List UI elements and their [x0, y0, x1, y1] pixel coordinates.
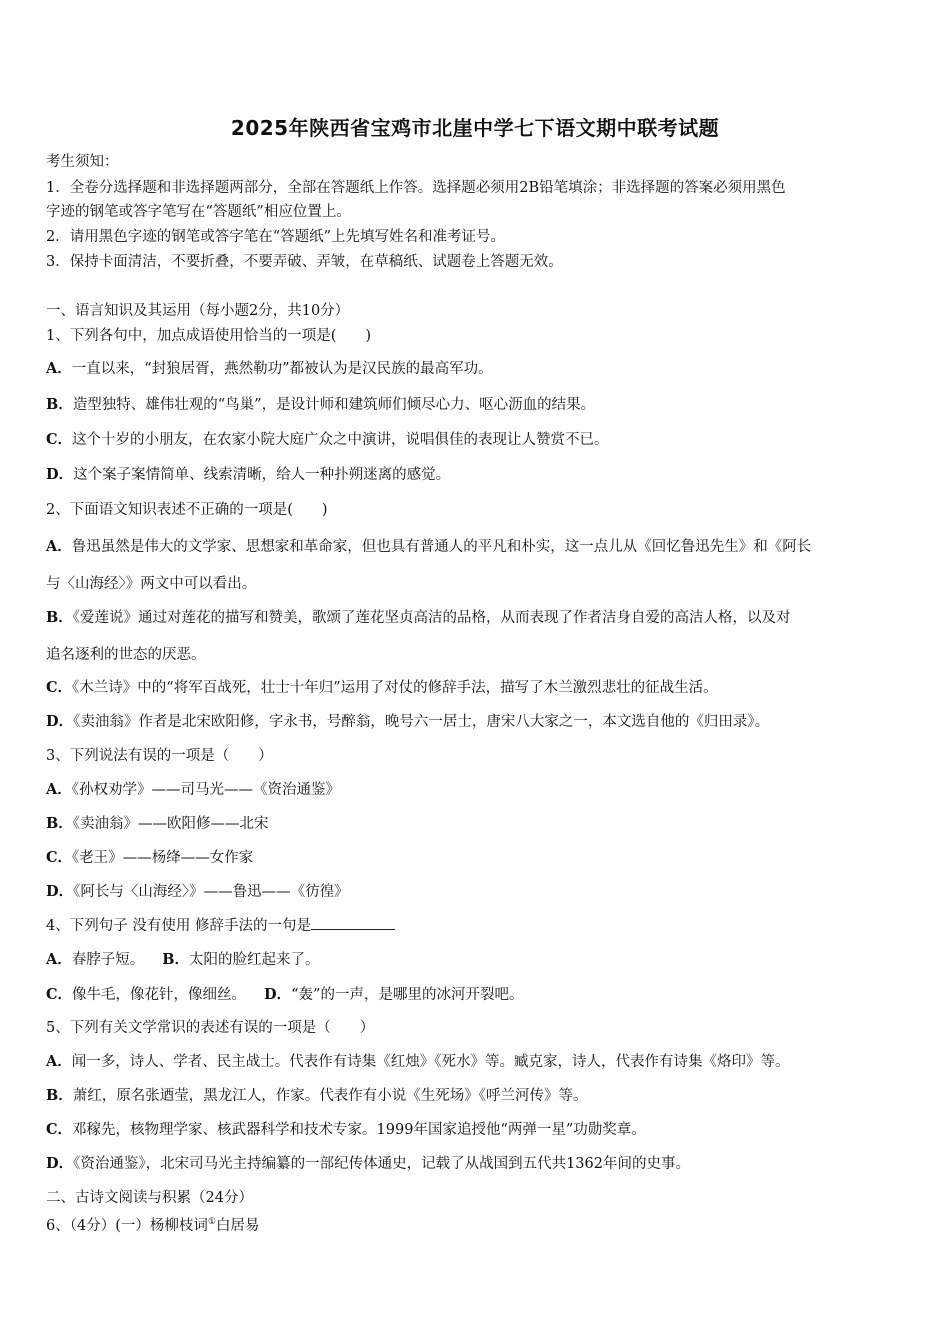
- option-text: 《卖油翁》作者是北宋欧阳修，字永书，号醉翁，晚号六一居士，唐宋八大家之一，本文选自他的《归田录》。: [73, 714, 770, 730]
- option-label: C．: [46, 849, 73, 866]
- notice-heading: 考生须知：: [46, 154, 119, 170]
- option-label: C．: [46, 1121, 73, 1138]
- notice-item-3: 3．保持卡面清洁，不要折叠，不要弄破、弄皱，在草稿纸、试题卷上答题无效。: [46, 254, 563, 270]
- option-label: B．: [46, 609, 73, 626]
- option-text: 萧红，原名张迺莹，黑龙江人，作家。代表作有小说《生死场》《呼兰河传》等。: [72, 1088, 588, 1104]
- q1-option-d: [46, 465, 916, 485]
- option-text: “轰”的一声，是哪里的冰河开裂吧。: [291, 987, 524, 1003]
- q3-option-a: [46, 780, 916, 800]
- notice-item-1: 1．全卷分选择题和非选择题两部分，全部在答题纸上作答。选择题必须用2B铅笔填涂；非选择题的答案必须用黑色: [46, 180, 786, 196]
- option-label: C．: [46, 986, 73, 1003]
- option-text: 《爱莲说》通过对莲花的描写和赞美，歌颂了莲花坚贞高洁的品格，从而表现了作者洁身自爱的高洁人格，以及对: [72, 610, 791, 626]
- option-label: B．: [46, 396, 73, 413]
- option-label: C．: [46, 679, 73, 696]
- q5-option-c: [46, 1120, 916, 1140]
- option-label: A．: [46, 360, 72, 377]
- q6-author: 白居易: [215, 1217, 260, 1234]
- q2-stem: 2、下面语文知识表述不正确的一项是( ): [46, 502, 328, 518]
- option-text: 一直以来，“封狼居胥，燕然勒功”都被认为是汉民族的最高军功。: [71, 361, 493, 377]
- option-text: 《孙权劝学》——司马光——《资治通鉴》: [71, 782, 341, 798]
- option-text: 邓稼先，核物理学家、核武器科学和技术专家。1999年国家追授他“两弹一星”功勋奖章。: [72, 1122, 646, 1138]
- option-label: A．: [46, 781, 72, 798]
- q1-option-a: [46, 359, 916, 379]
- option-label: A．: [46, 538, 72, 555]
- section-1-heading: 一、语言知识及其运用（每小题2分，共10分）: [46, 303, 350, 319]
- q3-stem: 3、下列说法有误的一项是（ ）: [46, 748, 273, 764]
- option-text: 《资治通鉴》，北宋司马光主持编纂的一部纪传体通史，记载了从战国到五代共1362年间的史事。: [73, 1156, 690, 1172]
- q2-option-a: [46, 537, 916, 557]
- option-label: D．: [46, 1155, 74, 1172]
- option-text: 像牛毛，像花针，像细丝。: [72, 987, 247, 1003]
- q4-stem-text: 4、下列句子 没有使用 修辞手法的一句是: [46, 918, 311, 934]
- q2-option-d: [46, 712, 916, 732]
- option-label: D．: [46, 713, 74, 730]
- q4-options-cd: [46, 985, 916, 1005]
- q2-option-b-cont: 追名逐利的世态的厌恶。: [46, 647, 206, 663]
- q2-option-c: [46, 678, 916, 698]
- q1-option-b: [46, 395, 916, 415]
- section-2-heading: 二、古诗文阅读与积累（24分）: [46, 1190, 253, 1206]
- option-text: 春脖子短。: [71, 952, 145, 968]
- option-text: 《卖油翁》——欧阳修——北宋: [72, 816, 269, 832]
- q1-option-c: [46, 430, 916, 450]
- option-label: B．: [162, 951, 190, 968]
- q4-options-ab: [46, 950, 916, 970]
- option-text: 鲁迅虽然是伟大的文学家、思想家和革命家，但也具有普通人的平凡和朴实，这一点儿从《回忆鲁迅先生》和《阿长: [71, 539, 812, 555]
- option-text: 《老王》——杨绛——女作家: [72, 850, 254, 866]
- option-label: C．: [46, 431, 73, 448]
- option-label: D．: [264, 986, 292, 1003]
- option-label: A．: [46, 1053, 72, 1070]
- option-text: 闻一多，诗人、学者、民主战士。代表作有诗集《红烛》《死水》等。臧克家，诗人，代表作有诗集《烙印》等。: [71, 1054, 790, 1070]
- page-title: 2025年陕西省宝鸡市北崖中学七下语文期中联考试题: [230, 116, 720, 140]
- q1-stem: 1、下列各句中，加点成语使用恰当的一项是( ): [46, 328, 372, 344]
- notice-item-1-cont: 字迹的钢笔或答字笔写在“答题纸”相应位置上。: [46, 204, 351, 220]
- q5-option-a: [46, 1052, 916, 1072]
- option-text: 造型独特、雄伟壮观的“鸟巢”，是设计师和建筑师们倾尽心力、呕心沥血的结果。: [72, 397, 596, 413]
- option-text: 这个案子案情简单、线索清晰，给人一种扑朔迷离的感觉。: [73, 467, 451, 483]
- q4-stem: [46, 916, 916, 936]
- option-label: B．: [46, 1087, 73, 1104]
- option-label: D．: [46, 883, 74, 900]
- option-text: 《木兰诗》中的“将军百战死，壮士十年归”运用了对仗的修辞手法，描写了木兰激烈悲壮的征战生活。: [72, 680, 718, 696]
- option-text: 太阳的脸红起来了。: [189, 952, 320, 968]
- q3-option-c: [46, 848, 916, 868]
- q5-option-d: [46, 1154, 916, 1174]
- q2-option-b: [46, 608, 916, 628]
- q3-option-d: [46, 882, 916, 902]
- q6-stem: [46, 1212, 916, 1236]
- option-label: D．: [46, 466, 74, 483]
- q3-option-b: [46, 814, 916, 834]
- option-text: 《阿长与〈山海经〉》——鲁迅——《彷徨》: [73, 884, 349, 900]
- q6-stem-text: 6、（4分）(一）杨柳枝词: [46, 1217, 208, 1234]
- notice-item-2: 2．请用黑色字迹的钢笔或答字笔在“答题纸”上先填写姓名和准考证号。: [46, 229, 506, 245]
- q5-stem: 5、下列有关文学常识的表述有误的一项是（ ）: [46, 1020, 375, 1036]
- option-text: 这个十岁的小朋友，在农家小院大庭广众之中演讲，说唱俱佳的表现让人赞赏不已。: [72, 432, 609, 448]
- footnote-marker: ①: [207, 1217, 216, 1227]
- q5-option-b: [46, 1086, 916, 1106]
- answer-blank: [311, 917, 395, 930]
- option-label: A．: [46, 951, 72, 968]
- q2-option-a-cont: 与〈山海经〉》两文中可以看出。: [46, 576, 257, 592]
- option-label: B．: [46, 815, 73, 832]
